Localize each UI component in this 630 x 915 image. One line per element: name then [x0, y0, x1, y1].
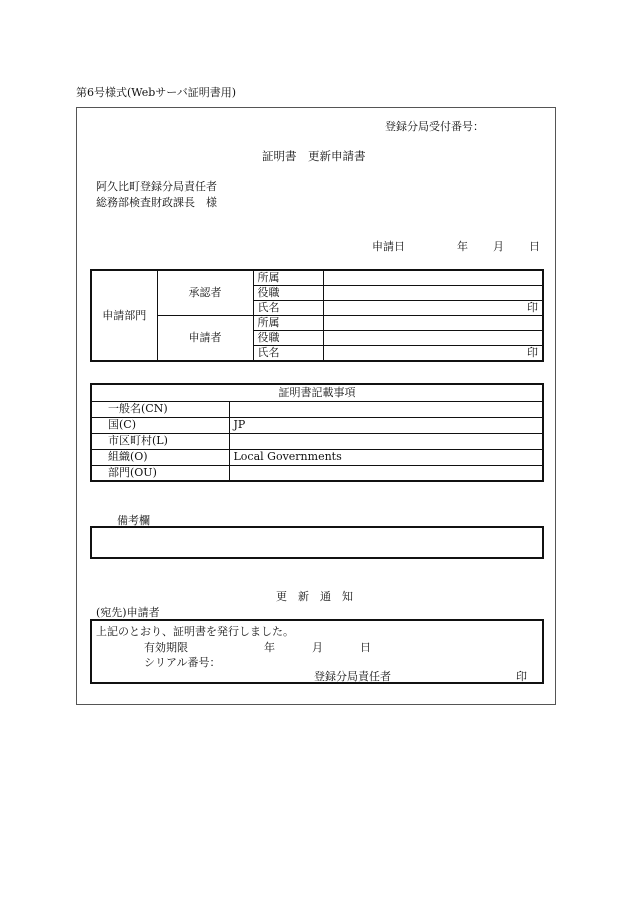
certificate-table-header: 証明書記載事項: [91, 384, 543, 401]
notice-title: 更 新 通 知: [276, 590, 353, 603]
approver-name-field[interactable]: [323, 301, 543, 316]
form-label: 第6号様式(Webサーバ証明書用): [76, 86, 236, 99]
date-year: 年: [457, 240, 468, 253]
validity-year: 年: [264, 641, 275, 654]
cert-value-ou[interactable]: [229, 465, 543, 481]
validity-day: 日: [360, 641, 371, 654]
approver-name-label: 氏名: [253, 301, 323, 316]
approver-position-field[interactable]: [323, 286, 543, 301]
reception-number-label: 登録分局受付番号：: [385, 120, 484, 133]
cert-value-o[interactable]: Local Governments: [229, 449, 543, 465]
certificate-table: [90, 383, 544, 482]
approver-label: 承認者: [157, 270, 253, 316]
applicant-affiliation-field[interactable]: [323, 316, 543, 331]
cert-label-o: 組織(O): [91, 449, 229, 465]
applicant-table: [90, 269, 544, 362]
remarks-field[interactable]: [90, 526, 544, 559]
approver-affiliation-field[interactable]: [323, 270, 543, 286]
page-title: 証明書 更新申請書: [262, 149, 366, 163]
cert-label-c: 国(C): [91, 417, 229, 433]
approver-affiliation-label: 所属: [253, 270, 323, 286]
date-month: 月: [493, 240, 504, 253]
applicant-label: 申請者: [157, 316, 253, 362]
validity-month: 月: [312, 641, 323, 654]
cert-label-l: 市区町村(L): [91, 433, 229, 449]
cert-value-cn[interactable]: [229, 401, 543, 417]
validity-label: 有効期限: [144, 641, 188, 654]
applicant-position-field[interactable]: [323, 331, 543, 346]
cert-label-cn: 一般名(CN): [91, 401, 229, 417]
serial-label: シリアル番号：: [144, 656, 221, 669]
approver-seal: 印: [527, 301, 538, 314]
cert-value-l[interactable]: [229, 433, 543, 449]
date-label: 申請日: [372, 240, 405, 253]
approver-position-label: 役職: [253, 286, 323, 301]
notice-box: [90, 619, 544, 684]
officer-label: 登録分局責任者: [314, 670, 391, 683]
cert-value-c[interactable]: JP: [229, 417, 543, 433]
remarks-label: 備考欄: [117, 514, 150, 527]
date-day: 日: [529, 240, 540, 253]
applicant-seal: 印: [527, 346, 538, 359]
applicant-affiliation-label: 所属: [253, 316, 323, 331]
applicant-name-field[interactable]: [323, 346, 543, 362]
department-label: 申請部門: [91, 270, 157, 361]
applicant-name-label: 氏名: [253, 346, 323, 362]
notice-issued-text: 上記のとおり、証明書を発行しました。: [96, 625, 294, 638]
officer-seal: 印: [516, 670, 527, 683]
addressee-line1: 阿久比町登録分局責任者: [96, 180, 217, 193]
addressee-line2: 総務部検査財政課長 様: [96, 196, 217, 209]
cert-label-ou: 部門(OU): [91, 465, 229, 481]
applicant-position-label: 役職: [253, 331, 323, 346]
notice-to-label: (宛先)申請者: [96, 606, 160, 619]
